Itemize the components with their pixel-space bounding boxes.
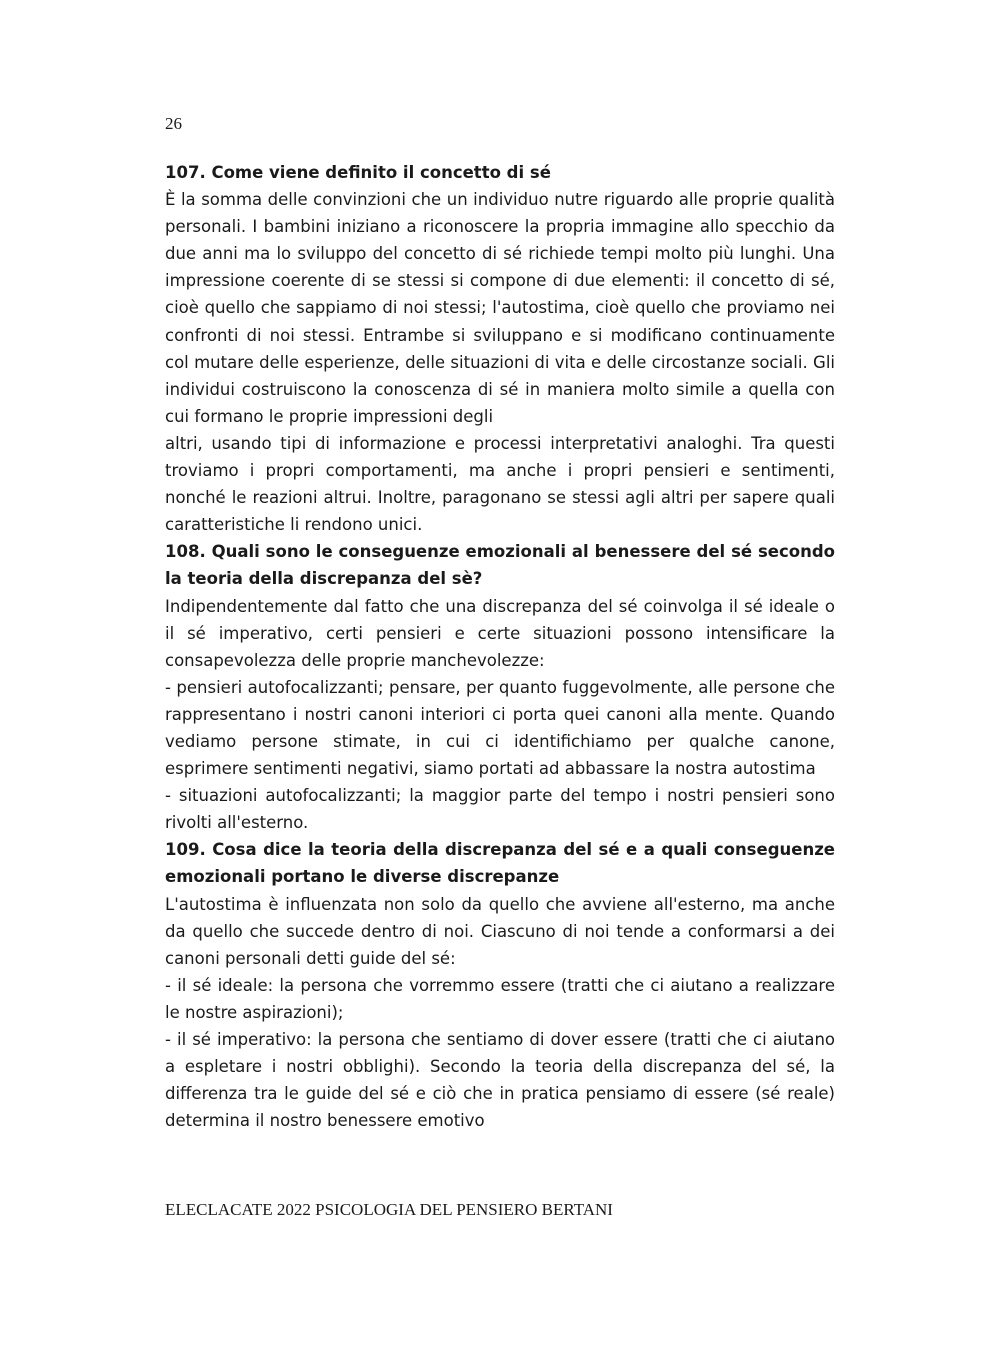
paragraph: - situazioni autofocalizzanti; la maggior parte del tempo i nostri pensieri sono rivolti all'esterno. — [165, 786, 835, 833]
paragraph: altri, usando tipi di informazione e processi interpretativi analoghi. Tra questi troviamo i propri comportamenti, ma anche i propri pensieri e sentimenti, nonché le reazioni altrui. Inoltre, paragonano se stessi agli altri per sapere quali caratteristiche li rendono unici. — [165, 433, 835, 535]
paragraph: - il sé imperativo: la persona che sentiamo di dover essere (tratti che ci aiutano a espletare i nostri obblighi). Secondo la teoria della discrepanza del sé, la differenza tra le guide del sé e ciò che in pratica pensiamo di essere (sé reale) determina il nostro benessere emotivo — [165, 1030, 835, 1131]
section-heading-107: 107. Come viene definito il concetto di sé — [165, 163, 551, 182]
paragraph: - pensieri autofocalizzanti; pensare, per quanto fuggevolmente, alle persone che rappresentano i nostri canoni interiori ci porta quei canoni alla mente. Quando vediamo persone stimate, in cui ci identifichiamo per qualche canone, esprimere sentimenti negativi, siamo portati ad abbassare la nostra autostima — [165, 677, 835, 779]
paragraph: Indipendentemente dal fatto che una discrepanza del sé coinvolga il sé ideale o il sé imperativo, certi pensieri e certe situazioni possono intensificare la consapevolezza delle proprie manchevolezze: — [165, 596, 835, 670]
page-number: 26 — [165, 114, 182, 133]
paragraph: - il sé ideale: la persona che vorremmo essere (tratti che ci aiutano a realizzare le nostre aspirazioni); — [165, 975, 835, 1022]
section-heading-109: 109. Cosa dice la teoria della discrepanza del sé e a quali conseguenze emozionali portano le diverse discrepanze — [165, 840, 835, 887]
section-heading-108: 108. Quali sono le conseguenze emozionali al benessere del sé secondo la teoria della discrepanza del sè? — [165, 542, 835, 589]
page-footer: ELECLACATE 2022 PSICOLOGIA DEL PENSIERO BERTANI — [165, 1200, 613, 1219]
paragraph: L'autostima è influenzata non solo da quello che avviene all'esterno, ma anche da quello che succede dentro di noi. Ciascuno di noi tende a conformarsi a dei canoni personali detti guide del sé: — [165, 894, 835, 968]
document-body — [165, 159, 835, 1134]
paragraph: È la somma delle convinzioni che un individuo nutre riguardo alle proprie qualità personali. I bambini iniziano a riconoscere la propria immagine allo specchio da due anni ma lo sviluppo del concetto di sé richiede tempi molto più lunghi. Una impressione coerente di se stessi si compone di due elementi: il concetto di sé, cioè quello che sappiamo di noi stessi; l'autostima, cioè quello che proviamo nei confronti di noi stessi. Entrambe si sviluppano e si modificano continuamente col mutare delle esperienze, delle situazioni di vita e delle circostanze sociali. Gli individui costruiscono la conoscenza di sé in maniera molto simile a quella con cui formano le proprie impressioni degli — [165, 190, 835, 426]
